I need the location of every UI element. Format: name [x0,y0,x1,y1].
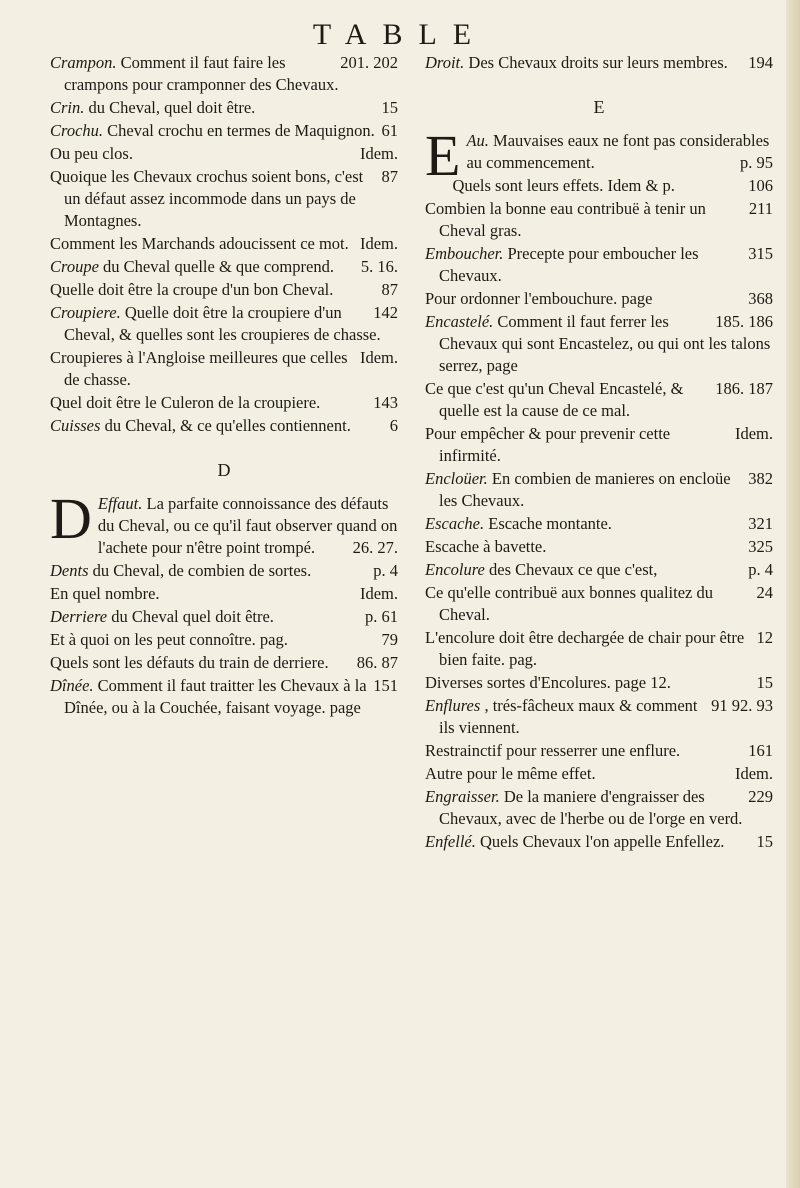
entry-page: 211 [748,199,773,218]
entry-text: Diverses sortes d'Encolures. page 12. [425,673,671,692]
entry-page: 382 [748,469,773,488]
entry-text: De la maniere d'engraisser des Chevaux, avec de l'herbe ou de l'orge en verd. [439,787,743,828]
index-entry [50,256,398,278]
entry-text: Autre pour le même effet. [425,764,596,783]
index-entry [50,629,398,651]
index-entry [50,486,398,559]
entry-text: du Cheval quel doit être. [111,607,274,626]
entry-text: Restrainctif pour resserrer une enflure. [425,741,681,760]
entry-headword: Enflures [425,696,481,715]
entry-text: L'encolure doit être dechargée de chair pour être bien faite. pag. [425,628,745,669]
entry-text: Quel doit être le Culeron de la croupiere. [50,393,321,412]
entry-page: 194 [748,53,773,72]
entry-headword: Derriere [50,607,108,626]
index-entry [50,166,398,232]
entry-headword: Croupe [50,257,99,276]
entry-headword: Enfellé. [425,832,476,851]
entry-text: Pour ordonner l'embouchure. page [425,289,653,308]
entry-page: 229 [748,787,773,806]
entry-headword: Croupiere. [50,303,121,322]
entry-page: 315 [748,244,773,263]
entry-text: Quels Chevaux l'on appelle Enfellez. [479,832,725,851]
entry-page: 151 [373,676,398,695]
index-entry [425,831,773,853]
index-entry [50,675,398,719]
entry-text: La parfaite connoissance des défauts du Cheval, ou ce qu'il faut observer quand on l'achete pour n'être point trompé. [97,494,398,557]
entry-text: Quels sont les défauts du train de derriere. [50,653,329,672]
drop-cap: D [50,486,92,551]
drop-cap: E [425,123,461,188]
entry-page: 201. 202 [340,53,398,72]
section-letter: E [593,97,605,117]
index-entry [50,52,398,96]
entry-page: Idem. [359,584,398,603]
page-edge [786,0,800,1188]
index-entry [50,583,398,605]
entry-page: 15 [756,832,773,851]
index-entry [50,347,398,391]
index-entry [425,763,773,785]
entry-page: p. 4 [748,560,773,579]
entry-page: Idem. [359,234,398,253]
index-entry [50,415,398,437]
page-title: TABLE [312,18,488,51]
entry-page: 161 [748,741,773,760]
entry-page: 106 [748,176,773,195]
entry-text: Des Chevaux droits sur leurs membres. [468,53,728,72]
entry-page: Idem. [734,424,773,443]
entry-text: Escache montante. [488,514,612,533]
entry-page: 6 [389,416,398,435]
entry-text: Ce qu'elle contribuë aux bonnes qualitez du Cheval. [425,583,713,624]
entry-page: Idem. [734,764,773,783]
entry-text: Comment les Marchands adoucissent ce mot. [50,234,349,253]
index-entry [425,243,773,287]
entry-text: Escache à bavette. [425,537,547,556]
entry-page: 87 [381,167,398,186]
index-entry [425,52,773,74]
entry-headword: Dents [50,561,89,580]
entry-text: du Cheval, de combien de sortes. [92,561,312,580]
index-entry [425,513,773,535]
entry-text: , trés-fâcheux maux & comment ils viennent. [439,696,698,737]
index-entry [425,627,773,671]
entry-headword: Au. [466,131,489,150]
index-entry [425,559,773,581]
index-entry [425,582,773,626]
index-entry [425,378,773,422]
entry-headword: Droit. [425,53,465,72]
entry-text: Quelle doit être la croupe d'un bon Cheval. [50,280,334,299]
entry-page: Idem. [359,348,398,367]
index-entry [50,97,398,119]
index-entry [425,468,773,512]
index-entry [50,606,398,628]
entry-text: du Cheval, quel doit être. [88,98,256,117]
entry-page: 12 [756,628,773,647]
entry-text: Quelle doit être la croupiere d'un Cheval, & quelles sont les croupieres de chasse. [64,303,381,344]
entry-headword: Dînée. [50,676,94,695]
index-entry [425,672,773,694]
entry-headword: Crin. [50,98,85,117]
entry-page: 368 [748,289,773,308]
index-entry [425,198,773,242]
index-entry [425,740,773,762]
entry-headword: Crochu. [50,121,104,140]
index-entry [50,560,398,582]
entry-page: 321 [748,514,773,533]
index-entry [50,233,398,255]
entry-page: Idem. [359,144,398,163]
entry-page: 143 [373,393,398,412]
entry-page: 61 [381,121,398,140]
entry-text: du Cheval, & ce qu'elles contiennent. [104,416,351,435]
entry-page: 142 [373,303,398,322]
entry-page: 79 [381,630,398,649]
index-entry [50,392,398,414]
entry-page: 15 [381,98,398,117]
entry-page: 325 [748,537,773,556]
entry-headword: Escache. [425,514,485,533]
entry-headword: Encolure [425,560,485,579]
index-entry [425,536,773,558]
index-entry [425,288,773,310]
entry-text: des Chevaux ce que c'est, [489,560,658,579]
entry-page: 15 [756,673,773,692]
index-entry [50,279,398,301]
entry-headword: Emboucher. [425,244,504,263]
entry-page: 26. 27. [352,538,398,557]
index-entry [425,423,773,467]
entry-text: Ce que c'est qu'un Cheval Encastelé, & quelle est la cause de ce mal. [425,379,684,420]
entry-page: 87 [381,280,398,299]
entry-page: p. 61 [365,607,398,626]
index-entry [425,311,773,377]
entry-page: p. 95 [740,153,773,172]
entry-text: Comment il faut ferrer les Chevaux qui sont Encastelez, ou qui ont les talons serrez, page [439,312,771,375]
entry-text: du Cheval quelle & que comprend. [103,257,334,276]
entry-headword: Cuisses [50,416,101,435]
entry-text: Et à quoi on les peut connoître. pag. [50,630,288,649]
entry-text: Quels sont leurs effets. Idem & p. [452,176,675,195]
entry-text: Precepte pour emboucher les Chevaux. [439,244,699,285]
entry-text: Quoique les Chevaux crochus soient bons, c'est un défaut assez incommode dans un pays de Montagnes. [50,167,364,230]
entry-text: Combien la bonne eau contribuë à tenir un Cheval gras. [425,199,706,240]
section-letter: D [217,460,231,480]
entry-text: Cheval crochu en termes de Maquignon. [107,121,375,140]
entry-headword: Encastelé. [425,312,494,331]
index-entry [50,302,398,346]
entry-text: Croupieres à l'Angloise meilleures que celles de chasse. [50,348,348,389]
entry-page: p. 4 [373,561,398,580]
entry-headword: Engraisser. [425,787,500,806]
index-entry [425,786,773,830]
entry-page: 185. 186 [715,312,773,331]
index-entry [425,695,773,739]
entry-text: Comment il faut traitter les Chevaux à la Dînée, ou à la Couchée, faisant voyage. page [64,676,367,717]
entry-text: Ou peu clos. [50,144,133,163]
index-entry [50,120,398,142]
entry-page: 24 [756,583,773,602]
entry-page: 5. 16. [360,257,398,276]
index-entry [425,175,773,197]
right-column [425,52,773,854]
index-entry [50,652,398,674]
entry-headword: Crampon. [50,53,117,72]
entry-headword: Encloüer. [425,469,488,488]
entry-page: 91 92. 93 [711,696,773,715]
index-entry [50,143,398,165]
entry-text: Pour empêcher & pour prevenir cette infirmité. [425,424,671,465]
entry-text: En combien de manieres on encloüe les Chevaux. [439,469,731,510]
left-column [50,52,398,720]
entry-page: 186. 187 [715,379,773,398]
entry-text: En quel nombre. [50,584,160,603]
entry-headword: Effaut. [97,494,143,513]
entry-text: Mauvaises eaux ne font pas considerables au commencement. [466,131,770,172]
entry-page: 86. 87 [356,653,398,672]
entry-text: Comment il faut faire les crampons pour cramponner des Chevaux. [64,53,339,94]
